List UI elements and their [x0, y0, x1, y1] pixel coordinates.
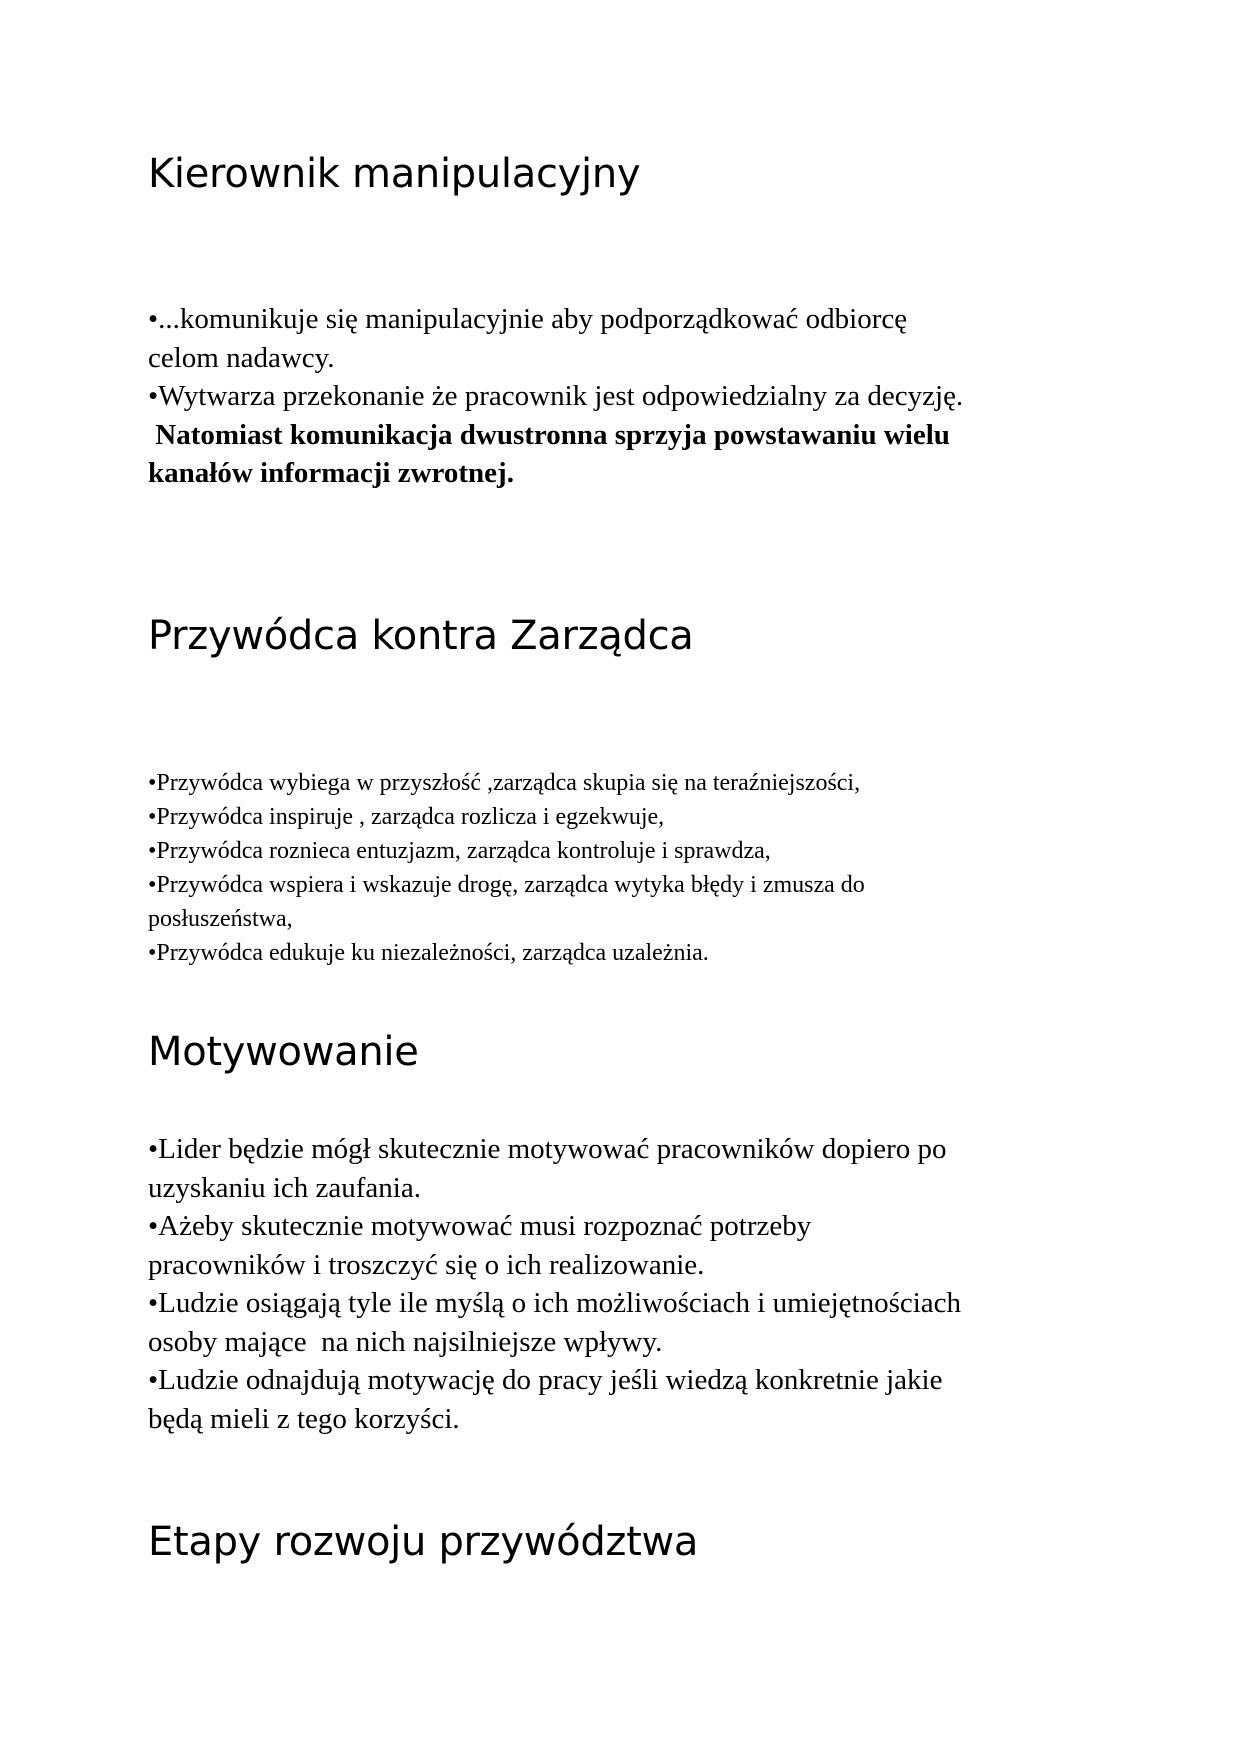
text-line: •Przywódca inspiruje , zarządca rozlicza i egzekwuje,	[148, 804, 665, 830]
text-line: celom nadawcy.	[148, 341, 335, 374]
bold-text-line: Natomiast komunikacja dwustronna sprzyja powstawaniu wielu	[148, 418, 950, 451]
section-motywowanie	[148, 1028, 1088, 1076]
section-heading: Kierownik manipulacyjny	[148, 151, 641, 197]
text-line: •Przywódca roznieca entuzjazm, zarządca kontroluje i sprawdza,	[148, 838, 771, 864]
paragraph	[148, 1130, 1088, 1438]
section-motywowanie-body	[148, 1130, 1088, 1438]
text-line: będą mieli z tego korzyści.	[148, 1402, 460, 1435]
text-line: •Ażeby skutecznie motywować musi rozpoznać potrzeby	[148, 1210, 812, 1242]
text-line: osoby mające na nich najsilniejsze wpływy.	[148, 1325, 663, 1358]
text-line: •...komunikuje się manipulacyjnie aby podporządkować odbiorcę	[148, 303, 908, 335]
bold-text-line: kanałów informacji zwrotnej.	[148, 457, 514, 489]
text-line: posłuszeństwa,	[148, 906, 293, 932]
section-kierownik-body	[148, 300, 1088, 493]
section-heading: Etapy rozwoju przywództwa	[148, 1519, 699, 1565]
text-line: •Przywódca edukuje ku niezależności, zarządca uzależnia.	[148, 940, 709, 966]
text-line: •Ludzie osiągają tyle ile myślą o ich możliwościach i umiejętnościach	[148, 1287, 962, 1319]
section-heading: Przywódca kontra Zarządca	[148, 613, 694, 659]
text-line: pracowników i troszczyć się o ich realizowanie.	[148, 1248, 705, 1281]
section-etapy	[148, 1518, 1088, 1566]
paragraph	[148, 766, 1088, 970]
section-przywodca-zarzadca-body	[148, 766, 1088, 970]
section-heading: Motywowanie	[148, 1029, 419, 1075]
text-line: •Przywódca wspiera i wskazuje drogę, zarządca wytyka błędy i zmusza do	[148, 872, 865, 898]
section-kierownik	[148, 150, 1088, 198]
text-line: •Lider będzie mógł skutecznie motywować pracowników dopiero po	[148, 1133, 947, 1165]
section-przywodca-zarzadca	[148, 612, 1088, 660]
text-line: uzyskaniu ich zaufania.	[148, 1171, 421, 1204]
paragraph	[148, 300, 1088, 493]
text-line: •Przywódca wybiega w przyszłość ,zarządca skupia się na teraźniejszości,	[148, 770, 861, 796]
text-line: •Wytwarza przekonanie że pracownik jest odpowiedzialny za decyzję.	[148, 380, 964, 412]
text-line: •Ludzie odnajdują motywację do pracy jeśli wiedzą konkretnie jakie	[148, 1364, 943, 1396]
